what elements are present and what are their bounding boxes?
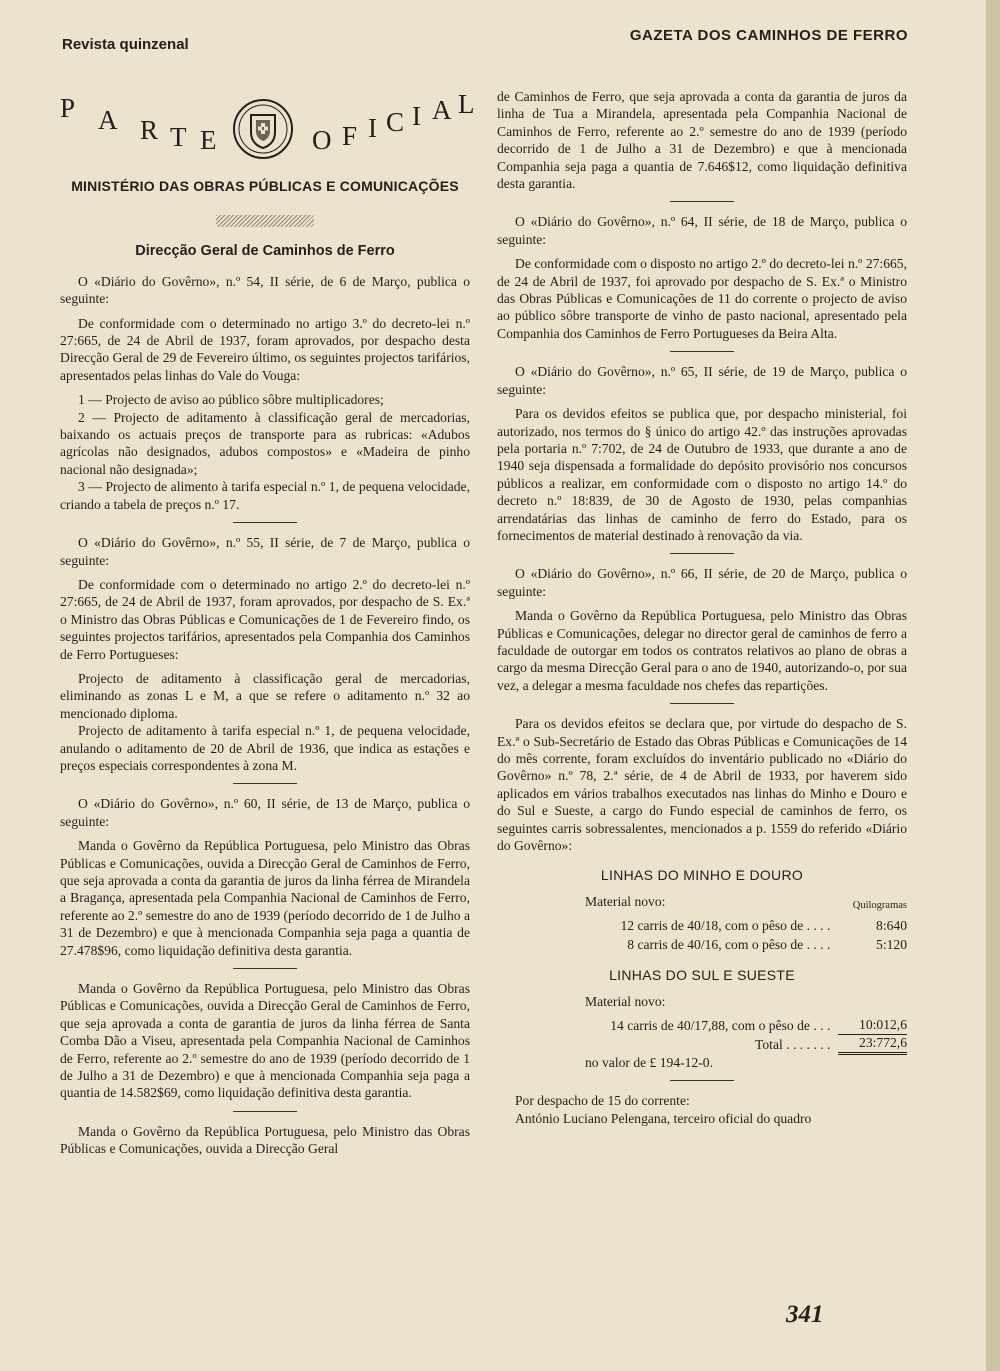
- masthead-letter: O: [312, 125, 333, 155]
- paragraph: De conformidade com o determinado no artigo 2.º do decreto-lei n.º 27:665, de 24 de Abril de 1937, foram aprovados, por despacho de S. Ex.ª o Ministro das Obras Públicas e Comunicações de 1 de Fevereiro findo, os seguintes projectos tarifários, apresentados pela Companhia dos Caminhos de Ferro Portugueses:: [60, 576, 470, 662]
- list-item: 1 — Projecto de aviso ao público sôbre multiplicadores;: [78, 392, 384, 408]
- section-rule: [670, 351, 734, 352]
- table-row: [497, 1016, 907, 1035]
- value-note: no valor de £ 194-12-0.: [585, 1055, 713, 1071]
- column-left: [60, 89, 476, 1158]
- unit-label: Quilogramas: [852, 899, 907, 911]
- table-heading: LINHAS DO SUL E SUESTE: [609, 967, 795, 984]
- list-item: 3 — Projecto de alimento à tarifa especial n.º 1, de pequena velocidade, criando a tabela de preços n.º 17.: [60, 479, 470, 512]
- paragraph: De conformidade com o disposto no artigo 2.º do decreto-lei n.º 27:665, de 24 de Abril de 1937, foi aprovado por despacho de S. Ex.ª o Ministro das Obras Públicas e Comunicações de 11 do corrente o projecto de aviso ao público sôbre transporte de vinho de pasto nacional, apresentado pela Companhia dos Caminhos de Ferro Portugueses da Beira Alta.: [497, 256, 907, 341]
- masthead-letter: C: [386, 107, 406, 137]
- material-label: [497, 893, 907, 910]
- paragraph: Manda o Govêrno da República Portuguesa, pelo Ministro das Obras Públicas e Comunicações, ouvida a Direcção Geral de Caminhos de Ferro, que seja aprovada a conta de garantia de juros da linha férrea de Santa Comba Dão a Viseu, apresentada pela Companhia Nacional de Caminhos de Ferro, referente ao 2.º semestre do ano de 1939 (período decorrido de 1 de Julho a 31 de Dezembro) e que à mencionada Companhia seja paga a quantia de 14.582$69, como liquidação definitiva desta garantia.: [60, 981, 470, 1101]
- paragraph: O «Diário do Govêrno», n.º 65, II série, de 19 de Março, publica o seguinte:: [497, 364, 907, 397]
- masthead-letter: A: [98, 105, 119, 135]
- masthead-letter: L: [458, 89, 476, 119]
- masthead-letter: E: [200, 125, 218, 155]
- row-value: 8:640: [876, 918, 907, 934]
- section-rule: [670, 553, 734, 554]
- section-rule: [233, 783, 297, 784]
- row-description: 12 carris de 40/18, com o pêso de . . . .: [620, 918, 831, 934]
- table-row: [497, 935, 907, 954]
- material-label: Material novo:: [585, 993, 666, 1009]
- paragraph: Para os devidos efeitos se declara que, por virtude do despacho de S. Ex.ª o Sub-Secretário de Estado das Obras Públicas e Comunicações de 14 do mês corrente, foram excluídos do inventário publicado no «Diário do Govêrno» n.º 78, 2.ª série, de 4 de Abril de 1933, por haverem sido aplicados em vários trabalhos executados nas linhas do Minho e Douro e do Sul e Sueste, a cargo do Fundo especial de caminhos de ferro, os seguintes carris sobressalentes, mencionados a p. 1559 do referido «Diário do Govêrno»:: [497, 716, 907, 854]
- paragraph: Manda o Govêrno da República Portuguesa, pelo Ministro das Obras Públicas e Comunicações, ouvida a Direcção Geral de Caminhos de Ferro, que seja aprovada a conta da garantia de juros da linha férrea de Mirandela a Bragança, apresentada pela Companhia Nacional de Caminhos de Ferro, referente ao 2.º semestre do ano de 1939 (período decorrido de 1 de Julho a 31 de Dezembro) e que à mencionada Companhia seja paga a quantia de 27.478$96, como liquidação definitiva desta garantia.: [60, 838, 470, 958]
- masthead-letter: R: [140, 115, 160, 145]
- row-description: 14 carris de 40/17,88, com o pêso de . . .: [610, 1017, 831, 1033]
- paragraph: O «Diário do Govêrno», n.º 54, II série, de 6 de Março, publica o seguinte:: [60, 273, 470, 307]
- paragraph: Manda o Govêrno da República Portuguesa, pelo Ministro das Obras Públicas e Comunicações, delegar no director geral de caminhos de ferro a faculdade de outorgar em todos os contratos relativos ao plano de obras a cargo da mesma Direcção Geral para o ano de 1940, autorizando-o, por sua vez, a delegar a mesma faculdade nos chefes das repartições.: [497, 608, 907, 693]
- section-rule: [670, 1080, 734, 1081]
- section-rule: [670, 703, 734, 704]
- paragraph: de Caminhos de Ferro, que seja aprovada a conta da garantia de juros da linha de Tua a Mirandela, apresentada pela Companhia Nacional de Caminhos de Ferro, referente ao 2.º semestre do ano de 1939 (período decorrido de 1 de Julho a 31 de Dezembro) e que à mencionada Companhia seja paga a quantia de 7.646$12, como liquidação definitiva desta garantia.: [497, 89, 907, 192]
- page-edge: [986, 0, 1000, 1371]
- paragraph: De conformidade com o determinado no artigo 3.º do decreto-lei n.º 27:665, de 24 de Abril de 1937, foram aprovados, por despacho desta Direcção Geral de 29 de Fevereiro último, os seguintes projectos tarifários, apresentados pelas linhas do Vale do Vouga:: [60, 315, 470, 383]
- section-rule: [233, 968, 297, 969]
- paragraph: Por despacho de 15 do corrente:: [515, 1093, 690, 1109]
- column-right: [497, 88, 907, 1127]
- ornament-divider: [216, 215, 314, 227]
- masthead-letter: P: [60, 93, 77, 123]
- paragraph: Projecto de aditamento à tarifa especial n.º 1, de pequena velocidade, anulando o aditamento de 20 de Abril de 1936, que indica as estações e preços especiais correspondentes à zona M.: [60, 723, 470, 773]
- total-label: Total . . . . . . .: [755, 1036, 831, 1052]
- section-title: Direcção Geral de Caminhos de Ferro: [135, 243, 395, 260]
- masthead-letter: A: [432, 95, 453, 125]
- masthead-letter: T: [170, 122, 188, 152]
- coat-of-arms-icon: [232, 98, 294, 160]
- paragraph: O «Diário do Govêrno», n.º 55, II série, de 7 de Março, publica o seguinte:: [60, 535, 470, 568]
- section-rule: [670, 201, 734, 202]
- header-left: Revista quinzenal: [62, 36, 189, 53]
- material-label-text: Material novo:: [585, 893, 666, 909]
- row-value: 10:012,6: [838, 1016, 907, 1034]
- paragraph: O «Diário do Govêrno», n.º 66, II série, de 20 de Março, publica o seguinte:: [497, 566, 907, 599]
- page-number: 341: [786, 1301, 824, 1328]
- paragraph: Para os devidos efeitos se publica que, por despacho ministerial, foi autorizado, nos termos do § único do artigo 42.º das instruções aprovadas pela portaria n.º 7:702, de 24 de Outubro de 1933, que durante a ano de 1940 seja dispensada a formalidade do depósito provisório nos concursos públicos a realizar, em conformidade com o disposto no artigo 14.º do decreto n.º 18:839, de 30 de Agosto de 1930, pelas companhias arrendatárias das linhas de caminho de ferro do Estado, para os fornecimentos de material destinado à renovação da via.: [497, 406, 907, 543]
- masthead: [60, 89, 476, 184]
- paragraph: O «Diário do Govêrno», n.º 60, II série, de 13 de Março, publica o seguinte:: [60, 796, 470, 829]
- masthead-letter: I: [412, 101, 422, 131]
- row-value: 5:120: [876, 937, 907, 953]
- paragraph: António Luciano Pelengana, terceiro oficial do quadro: [515, 1110, 812, 1126]
- header-right: GAZETA DOS CAMINHOS DE FERRO: [629, 27, 908, 44]
- table-total-row: [497, 1035, 907, 1054]
- total-value: 23:772,6: [838, 1034, 907, 1054]
- table-row: [497, 916, 907, 935]
- ministry-title: MINISTÉRIO DAS OBRAS PÚBLICAS E COMUNICAÇÕES: [71, 178, 459, 194]
- masthead-letter: I: [368, 113, 378, 143]
- list-item: 2 — Projecto de aditamento à classificação geral de mercadorias, baixando os actuais preços de transporte para as rubricas: «Adubos agrícolas não designados, adubos compostos» e «Madeira de pinho nacional não designada»;: [60, 409, 470, 477]
- table-heading: LINHAS DO MINHO E DOURO: [600, 867, 804, 884]
- section-rule: [233, 522, 297, 523]
- masthead-letter: F: [342, 121, 359, 151]
- paragraph: Projecto de aditamento à classificação geral de mercadorias, eliminando as zonas L e M, a que se refere o aditamento n.º 32 ao mencionado diploma.: [60, 670, 470, 721]
- paragraph: O «Diário do Govêrno», n.º 64, II série, de 18 de Março, publica o seguinte:: [497, 214, 907, 247]
- paragraph: Manda o Govêrno da República Portuguesa, pelo Ministro das Obras Públicas e Comunicações, ouvida a Direcção Geral: [60, 1123, 470, 1157]
- section-rule: [233, 1111, 297, 1112]
- row-description: 8 carris de 40/16, com o pêso de . . . .: [627, 937, 831, 953]
